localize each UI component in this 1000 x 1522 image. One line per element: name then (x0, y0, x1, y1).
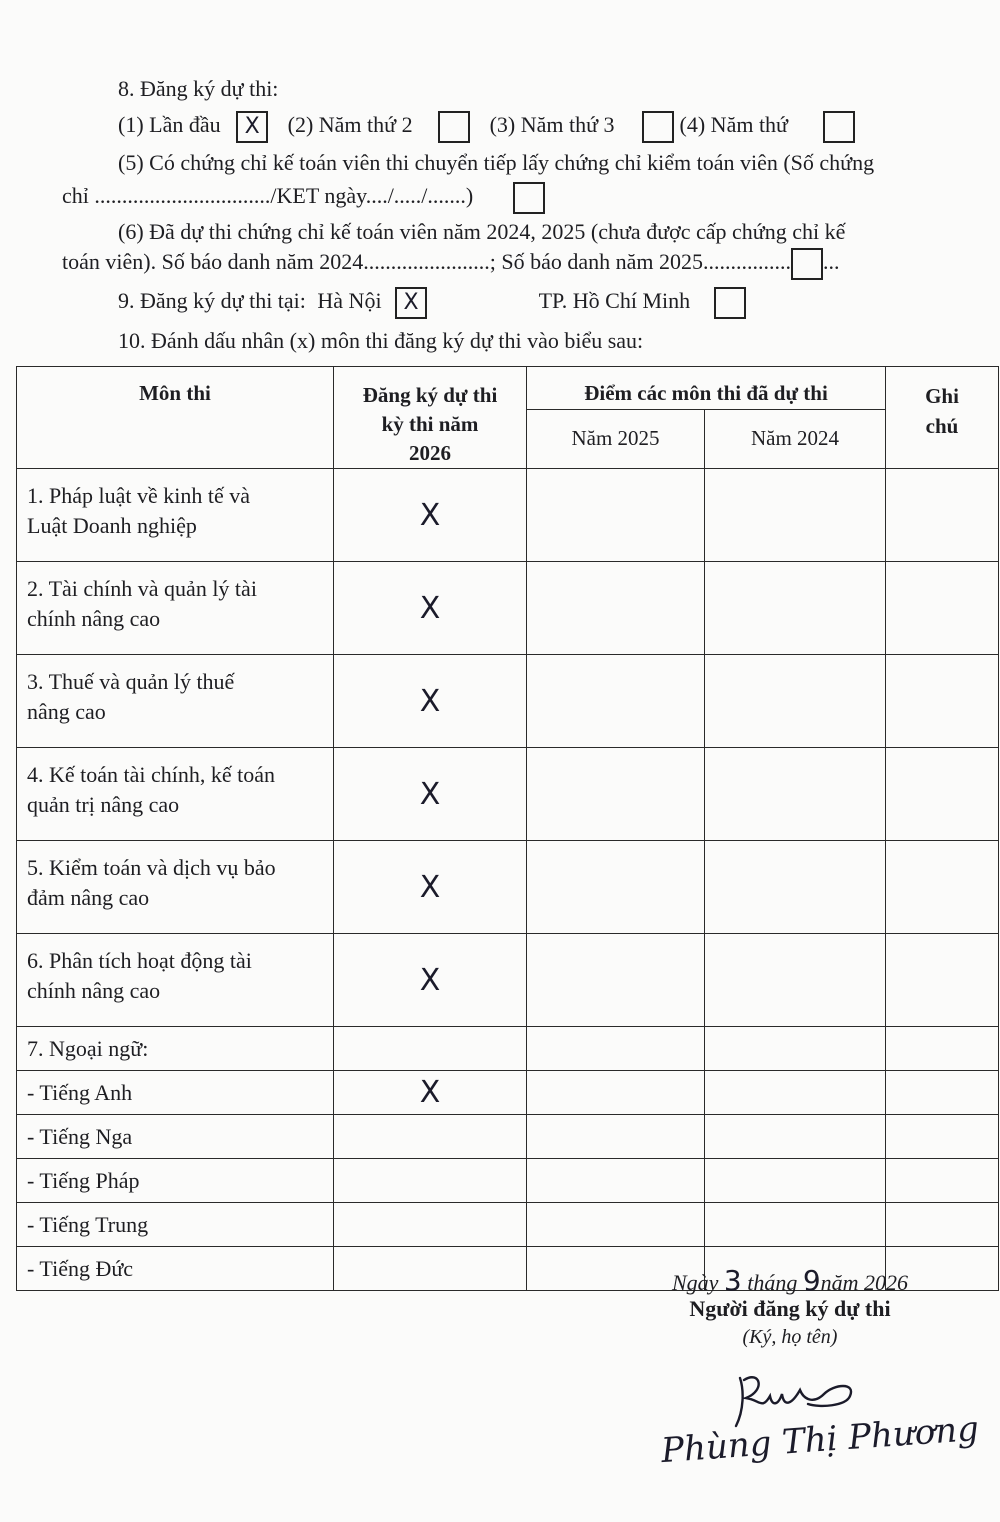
register-mark[interactable]: X (334, 469, 527, 562)
score-2024-cell[interactable] (705, 1115, 886, 1159)
option-third-year-label: (3) Năm thứ 3 (489, 112, 615, 138)
subject-name: 6. Phân tích hoạt động tài chính nâng cao (17, 934, 334, 1027)
table-row (17, 1203, 999, 1247)
register-mark[interactable] (334, 1115, 527, 1159)
register-mark[interactable] (334, 1247, 527, 1291)
score-2025-cell[interactable] (527, 934, 705, 1027)
register-mark[interactable]: X (334, 655, 527, 748)
table-row (17, 841, 999, 934)
option-first-time-checkbox[interactable]: X (236, 111, 268, 143)
header-note-line-1: Ghi (925, 384, 959, 408)
score-2024-cell[interactable] (705, 1203, 886, 1247)
location-hanoi-label: Hà Nội (317, 288, 382, 314)
table-row (17, 934, 999, 1027)
register-mark[interactable]: X (334, 841, 527, 934)
option-5-line-1: (5) Có chứng chỉ kế toán viên thi chuyển tiếp lấy chứng chỉ kiểm toán viên (Số chứng (118, 150, 875, 175)
score-2024-cell[interactable] (705, 469, 886, 562)
language-name: - Tiếng Pháp (17, 1159, 334, 1203)
location-hanoi-checkbox[interactable]: X (395, 287, 427, 319)
score-2024-cell[interactable] (705, 748, 886, 841)
sign-note: (Ký, họ tên) (742, 1326, 838, 1348)
signer-title: Người đăng ký dự thi (689, 1296, 891, 1321)
table-row (17, 1071, 999, 1115)
language-name: - Tiếng Anh (17, 1071, 334, 1115)
language-section-title: 7. Ngoại ngữ: (17, 1027, 334, 1071)
date-day-prefix: Ngày (671, 1270, 719, 1295)
score-2024-cell[interactable] (705, 934, 886, 1027)
option-6-line-2 (62, 248, 839, 280)
score-2024-cell[interactable] (705, 562, 886, 655)
language-name: - Tiếng Nga (17, 1115, 334, 1159)
score-2025-cell[interactable] (527, 841, 705, 934)
section-8-title: 8. Đăng ký dự thi: (118, 76, 279, 101)
option-6-tail: ... (822, 249, 840, 275)
score-2025-cell[interactable] (527, 655, 705, 748)
subject-name: 5. Kiểm toán và dịch vụ bảo đảm nâng cao (17, 841, 334, 934)
option-third-year-checkbox[interactable] (642, 111, 674, 143)
option-second-year-checkbox[interactable] (438, 111, 470, 143)
note-cell[interactable] (886, 655, 999, 748)
score-2024-cell[interactable] (705, 841, 886, 934)
score-2024-cell[interactable] (705, 1159, 886, 1203)
signer-name: Phùng Thị Phương (659, 1408, 981, 1472)
exam-attempt-options (118, 111, 855, 143)
header-register-line-2: kỳ thi năm (381, 412, 479, 436)
note-cell[interactable] (886, 1159, 999, 1203)
table-row (17, 655, 999, 748)
register-mark[interactable]: X (334, 934, 527, 1027)
date-month: 9 (802, 1264, 821, 1297)
register-mark[interactable]: X (334, 562, 527, 655)
header-subject: Môn thi (17, 367, 334, 469)
section-9-title: 9. Đăng ký dự thi tại: (118, 288, 306, 314)
register-mark[interactable]: X (334, 748, 527, 841)
language-name: - Tiếng Trung (17, 1203, 334, 1247)
note-cell[interactable] (886, 1071, 999, 1115)
language-name: - Tiếng Đức (17, 1247, 334, 1291)
header-scores: Điểm các môn thi đã dự thi (527, 367, 886, 410)
subject-name: 4. Kế toán tài chính, kế toán quản trị nâng cao (17, 748, 334, 841)
header-register (334, 367, 527, 469)
header-register-line-1: Đăng ký dự thi (362, 383, 498, 407)
score-2025-cell[interactable] (527, 1203, 705, 1247)
date-day: 3 (723, 1264, 742, 1297)
subject-name: 2. Tài chính và quản lý tài chính nâng cao (17, 562, 334, 655)
option-5-line-2 (62, 182, 545, 214)
score-2025-cell[interactable] (527, 469, 705, 562)
table-row (17, 1115, 999, 1159)
note-cell[interactable] (886, 1203, 999, 1247)
score-2025-cell[interactable] (527, 1115, 705, 1159)
date-year: năm 2026 (820, 1270, 909, 1295)
date-month-prefix: tháng (747, 1270, 798, 1295)
table-row (17, 469, 999, 562)
header-note-line-2: chú (925, 414, 959, 438)
note-cell[interactable] (886, 469, 999, 562)
table-row-language-title (17, 1027, 999, 1071)
score-2025-cell[interactable] (527, 562, 705, 655)
score-2024-cell[interactable] (705, 1071, 886, 1115)
option-5-checkbox[interactable] (513, 182, 545, 214)
option-first-time-label: (1) Lần đầu (118, 112, 221, 138)
header-note (886, 367, 999, 469)
option-6-checkbox[interactable] (791, 248, 823, 280)
option-fourth-year-label: (4) Năm thứ (679, 112, 788, 138)
date-line (620, 1264, 960, 1297)
note-cell[interactable] (886, 748, 999, 841)
register-mark[interactable]: X (334, 1071, 527, 1115)
subject-name: 3. Thuế và quản lý thuế nâng cao (17, 655, 334, 748)
note-cell[interactable] (886, 1115, 999, 1159)
register-mark[interactable] (334, 1159, 527, 1203)
option-6-line-2-text: toán viên). Số báo danh năm 2024.......................; Số báo danh năm 2025................ (62, 249, 791, 275)
header-year-2024: Năm 2024 (705, 409, 886, 468)
score-2025-cell[interactable] (527, 748, 705, 841)
section-10-title: 10. Đánh dấu nhân (x) môn thi đăng ký dự thi vào biểu sau: (118, 328, 644, 353)
note-cell[interactable] (886, 934, 999, 1027)
location-hcm-label: TP. Hồ Chí Minh (538, 288, 691, 314)
option-6-line-1: (6) Đã dự thi chứng chỉ kế toán viên năm 2024, 2025 (chưa được cấp chứng chỉ kế (118, 219, 846, 244)
table-row (17, 748, 999, 841)
score-2025-cell[interactable] (527, 1159, 705, 1203)
option-5-line-2-text: chỉ ................................/KET ngày..../...../.......) (62, 183, 474, 209)
register-mark[interactable] (334, 1203, 527, 1247)
table-row (17, 1159, 999, 1203)
score-2025-cell[interactable] (527, 1071, 705, 1115)
note-cell[interactable] (886, 562, 999, 655)
section-9-row (118, 287, 746, 319)
option-second-year-label: (2) Năm thứ 2 (287, 112, 413, 138)
exam-subjects-table (16, 366, 999, 1291)
score-2024-cell[interactable] (705, 655, 886, 748)
location-hcm-checkbox[interactable] (714, 287, 746, 319)
header-year-2025: Năm 2025 (527, 409, 705, 468)
note-cell[interactable] (886, 841, 999, 934)
subject-name: 1. Pháp luật về kinh tế và Luật Doanh nghiệp (17, 469, 334, 562)
option-fourth-year-checkbox[interactable] (823, 111, 855, 143)
header-register-line-3: 2026 (409, 441, 451, 465)
table-row (17, 562, 999, 655)
